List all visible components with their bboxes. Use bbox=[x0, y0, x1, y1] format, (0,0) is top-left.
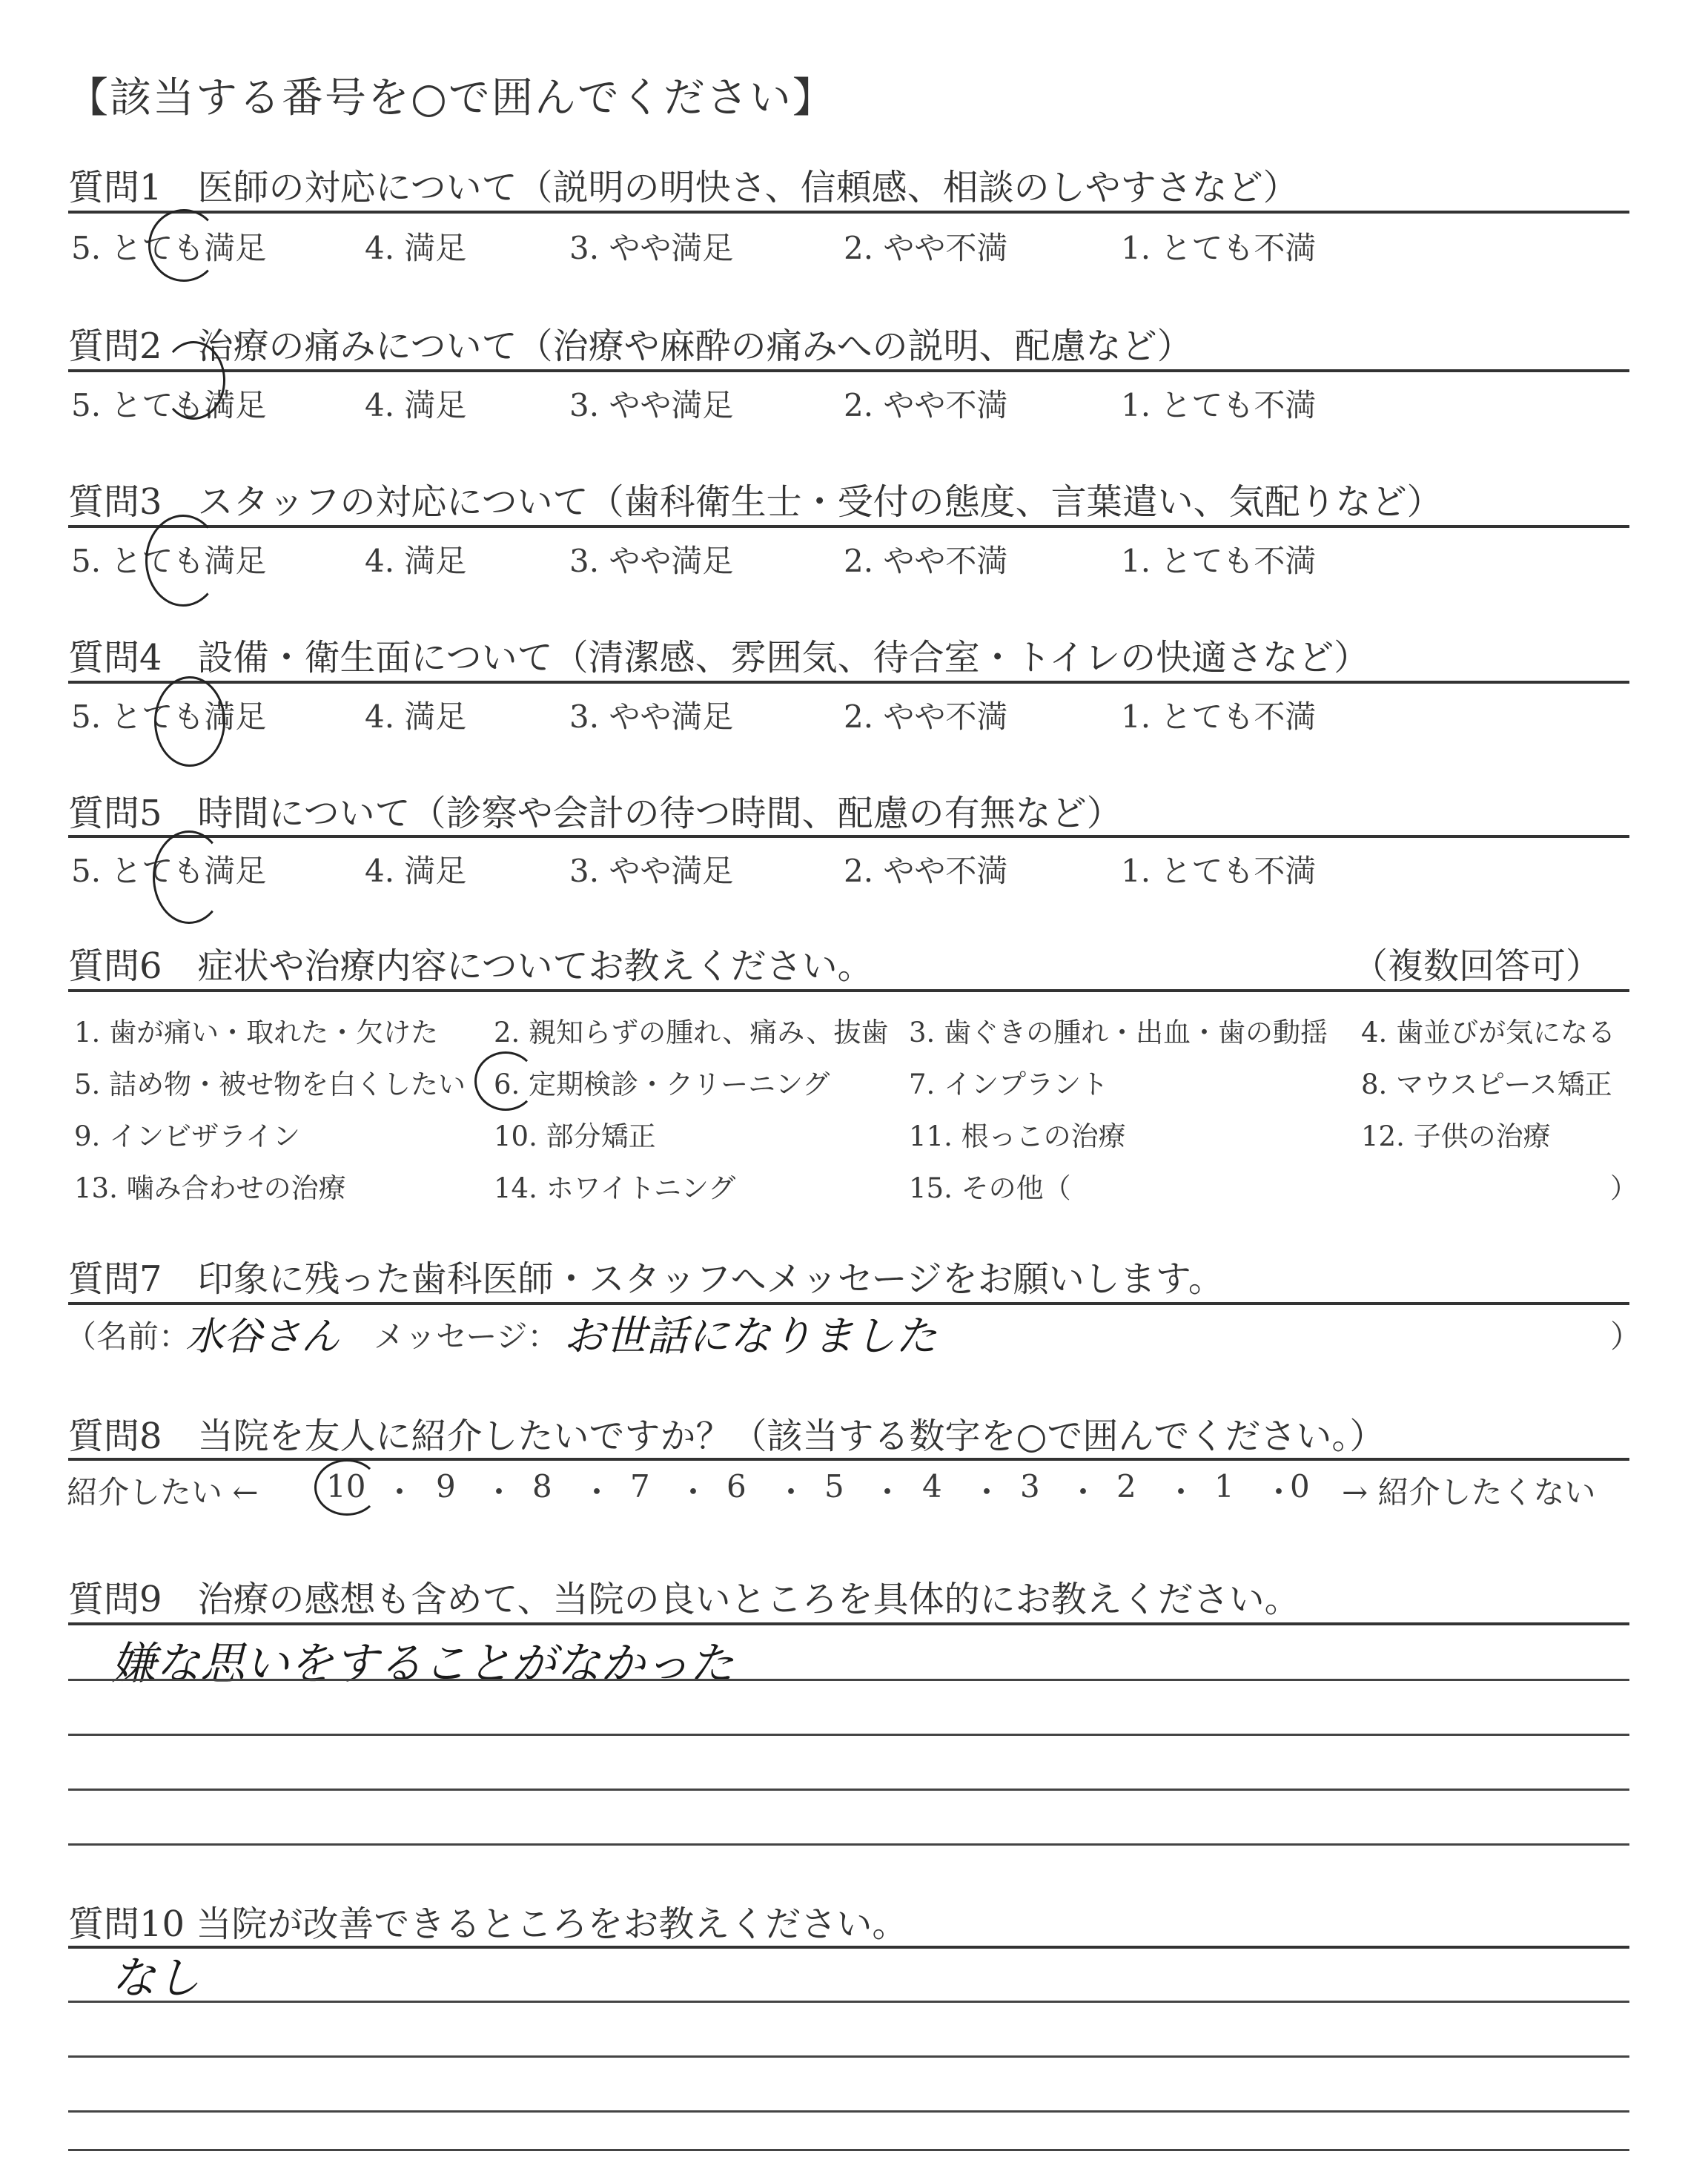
question-5-label: 質問5 時間について（診察や会計の待つ時間、配慮の有無など） bbox=[68, 793, 1122, 834]
q8-scale-dot: ・ bbox=[872, 1474, 904, 1510]
q10-answer-line bbox=[68, 2055, 1629, 2058]
q6-option-10[interactable]: 10. 部分矯正 bbox=[494, 1120, 656, 1152]
question-9-label: 質問9 治療の感想も含めて、当院の良いところを具体的にお教えください。 bbox=[68, 1579, 1300, 1620]
question-2-rule bbox=[68, 369, 1629, 372]
q10-answer[interactable]: なし bbox=[111, 1952, 200, 2004]
q8-scale-dot: ・ bbox=[775, 1474, 807, 1510]
q5-option-1[interactable]: 1. とても不満 bbox=[1121, 853, 1317, 889]
q6-selection-circle bbox=[474, 1051, 537, 1111]
q6-option-12[interactable]: 12. 子供の治療 bbox=[1361, 1120, 1551, 1152]
question-6-note: （複数回答可） bbox=[1352, 945, 1602, 987]
q4-option-2[interactable]: 2. やや不満 bbox=[844, 698, 1008, 735]
q6-option-13[interactable]: 13. 噛み合わせの治療 bbox=[74, 1172, 346, 1204]
q8-selection-circle bbox=[314, 1459, 380, 1516]
question-10-label: 質問10 当院が改善できるところをお教えください。 bbox=[68, 1903, 908, 1945]
q8-scale-7[interactable]: 7 bbox=[630, 1468, 650, 1505]
question-8-rule bbox=[68, 1458, 1629, 1461]
question-3-rule bbox=[68, 525, 1629, 528]
q8-scale-10[interactable]: 10 bbox=[326, 1468, 366, 1505]
form-header: 【該当する番号を○で囲んでください】 bbox=[67, 74, 835, 122]
q1-option-5[interactable]: 5. とても満足 bbox=[71, 230, 267, 266]
q8-scale-right-label: → 紹介したくない bbox=[1342, 1474, 1596, 1510]
q6-option-1[interactable]: 1. 歯が痛い・取れた・欠けた bbox=[74, 1017, 439, 1048]
q8-scale-dot: ・ bbox=[581, 1474, 613, 1510]
q2-option-3[interactable]: 3. やや満足 bbox=[569, 387, 734, 423]
q8-scale-dot: ・ bbox=[971, 1474, 1003, 1510]
question-1-rule bbox=[68, 211, 1629, 214]
q6-option-6[interactable]: 6. 定期検診・クリーニング bbox=[494, 1069, 830, 1100]
q10-answer-line bbox=[68, 2110, 1629, 2113]
q8-scale-6[interactable]: 6 bbox=[726, 1468, 747, 1505]
q2-option-5[interactable]: 5. とても満足 bbox=[71, 387, 267, 423]
q7-name-value[interactable]: 水谷さん bbox=[185, 1315, 340, 1359]
q8-scale-dot: ・ bbox=[1263, 1474, 1295, 1510]
q7-name-label: （名前： bbox=[65, 1318, 191, 1355]
question-6-rule bbox=[68, 989, 1629, 992]
q10-answer-line bbox=[68, 2001, 1629, 2003]
q8-scale-8[interactable]: 8 bbox=[532, 1468, 552, 1505]
q9-answer-line bbox=[68, 1679, 1629, 1681]
question-2-label: 質問2 治療の痛みについて（治療や麻酔の痛みへの説明、配慮など） bbox=[68, 326, 1193, 367]
question-3-label: 質問3 スタッフの対応について（歯科衛生士・受付の態度、言葉遣い、気配りなど） bbox=[68, 481, 1443, 523]
q8-scale-1[interactable]: 1 bbox=[1214, 1468, 1234, 1505]
q6-option-15[interactable]: 15. その他（ bbox=[909, 1172, 1071, 1204]
q1-option-1[interactable]: 1. とても不満 bbox=[1121, 230, 1317, 266]
q1-option-3[interactable]: 3. やや満足 bbox=[569, 230, 734, 266]
q10-answer-line bbox=[68, 2149, 1629, 2151]
q6-option-11[interactable]: 11. 根っこの治療 bbox=[909, 1120, 1126, 1152]
q8-scale-dot: ・ bbox=[1068, 1474, 1099, 1510]
q4-option-4[interactable]: 4. 満足 bbox=[365, 698, 467, 735]
q8-scale-dot: ・ bbox=[384, 1474, 416, 1510]
q8-scale-dot: ・ bbox=[1165, 1474, 1197, 1510]
question-6-label: 質問6 症状や治療内容についてお教えください。 bbox=[68, 945, 873, 987]
q1-option-4[interactable]: 4. 満足 bbox=[365, 230, 467, 266]
q3-option-1[interactable]: 1. とても不満 bbox=[1121, 543, 1317, 579]
q5-option-4[interactable]: 4. 満足 bbox=[365, 853, 467, 889]
q6-option-3[interactable]: 3. 歯ぐきの腫れ・出血・歯の動揺 bbox=[909, 1017, 1328, 1048]
q7-message-value[interactable]: お世話になりました bbox=[563, 1312, 937, 1361]
q3-option-3[interactable]: 3. やや満足 bbox=[569, 543, 734, 579]
q6-option-9[interactable]: 9. インビザライン bbox=[74, 1120, 300, 1152]
q9-answer-line bbox=[68, 1789, 1629, 1791]
q8-scale-0[interactable]: 0 bbox=[1290, 1468, 1310, 1505]
q8-scale-5[interactable]: 5 bbox=[824, 1468, 844, 1505]
question-8-label: 質問8 当院を友人に紹介したいですか？（該当する数字を○で囲んでください。） bbox=[68, 1416, 1386, 1457]
q5-option-5[interactable]: 5. とても満足 bbox=[71, 853, 267, 889]
q7-message-label: メッセージ： bbox=[374, 1318, 559, 1355]
q9-answer[interactable]: 嫌な思いをすることがなかった bbox=[111, 1638, 734, 1690]
q6-option-8[interactable]: 8. マウスピース矯正 bbox=[1361, 1069, 1612, 1100]
question-1-label: 質問1 医師の対応について（説明の明快さ、信頼感、相談のしやすさなど） bbox=[68, 167, 1299, 208]
q9-answer-line bbox=[68, 1734, 1629, 1736]
q8-scale-left-label: 紹介したい ← bbox=[67, 1474, 259, 1510]
q8-scale-dot: ・ bbox=[678, 1474, 709, 1510]
q2-option-2[interactable]: 2. やや不満 bbox=[844, 387, 1008, 423]
q4-selection-circle bbox=[154, 676, 225, 767]
q4-option-1[interactable]: 1. とても不満 bbox=[1121, 698, 1317, 735]
question-5-rule bbox=[68, 835, 1629, 838]
q3-option-2[interactable]: 2. やや不満 bbox=[844, 543, 1008, 579]
q8-scale-2[interactable]: 2 bbox=[1116, 1468, 1136, 1505]
q8-scale-3[interactable]: 3 bbox=[1020, 1468, 1040, 1505]
q6-option-14[interactable]: 14. ホワイトニング bbox=[494, 1172, 736, 1204]
q2-selection-circle bbox=[162, 341, 225, 420]
q1-selection-circle bbox=[148, 209, 219, 282]
q6-option-2[interactable]: 2. 親知らずの腫れ、痛み、抜歯 bbox=[494, 1017, 889, 1048]
q4-option-3[interactable]: 3. やや満足 bbox=[569, 698, 734, 735]
q6-other-close-paren: ） bbox=[1610, 1172, 1638, 1204]
q5-selection-circle bbox=[153, 830, 225, 924]
q6-option-4[interactable]: 4. 歯並びが気になる bbox=[1361, 1017, 1616, 1048]
q6-option-7[interactable]: 7. インプラント bbox=[909, 1069, 1109, 1100]
q3-selection-circle bbox=[145, 515, 221, 607]
q5-option-2[interactable]: 2. やや不満 bbox=[844, 853, 1008, 889]
question-7-label: 質問7 印象に残った歯科医師・スタッフへメッセージをお願いします。 bbox=[68, 1258, 1224, 1300]
q3-option-4[interactable]: 4. 満足 bbox=[365, 543, 467, 579]
q9-answer-line bbox=[68, 1843, 1629, 1846]
question-4-rule bbox=[68, 681, 1629, 684]
q2-option-1[interactable]: 1. とても不満 bbox=[1121, 387, 1317, 423]
q6-option-5[interactable]: 5. 詰め物・被せ物を白くしたい bbox=[74, 1069, 466, 1100]
question-10-rule bbox=[68, 1946, 1629, 1949]
q2-option-4[interactable]: 4. 満足 bbox=[365, 387, 467, 423]
q4-option-5[interactable]: 5. とても満足 bbox=[71, 698, 267, 735]
question-4-label: 質問4 設備・衛生面について（清潔感、雰囲気、待合室・トイレの快適さなど） bbox=[68, 637, 1370, 678]
q1-option-2[interactable]: 2. やや不満 bbox=[844, 230, 1008, 266]
q3-option-5[interactable]: 5. とても満足 bbox=[71, 543, 267, 579]
q8-scale-dot: ・ bbox=[483, 1474, 515, 1510]
q8-scale-4[interactable]: 4 bbox=[922, 1468, 942, 1505]
q8-scale-9[interactable]: 9 bbox=[436, 1468, 456, 1505]
q7-close-paren: ） bbox=[1610, 1318, 1642, 1355]
q5-option-3[interactable]: 3. やや満足 bbox=[569, 853, 734, 889]
question-9-rule bbox=[68, 1622, 1629, 1625]
